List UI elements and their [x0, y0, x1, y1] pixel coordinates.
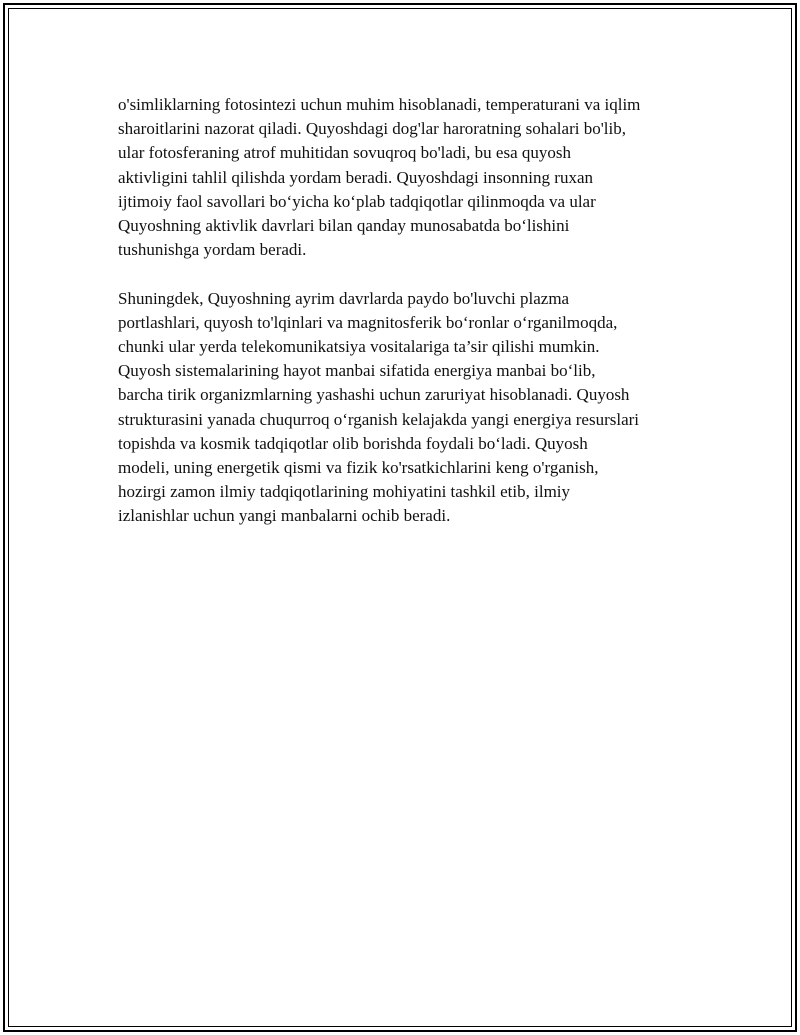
document-body	[118, 93, 708, 529]
paragraph-1: o'simliklarning fotosintezi uchun muhim hisoblanadi, temperaturani va iqlim sharoitlarini nazorat qiladi. Quyoshdagi dog'lar haroratning sohalari bo'lib, ular fotosferaning atrof muhitidan sovuqroq bo'ladi, bu esa quyosh aktivligini tahlil qilishda yordam beradi. Quyoshdagi insonning ruxan ijtimoiy faol savollari bo‘yicha ko‘plab tadqiqotlar qilinmoqda va ular Quyoshning aktivlik davrlari bilan qanday munosabatda bo‘lishini tushunishga yordam beradi.	[118, 95, 641, 260]
paragraph-2: Shuningdek, Quyoshning ayrim davrlarda paydo bo'luvchi plazma portlashlari, quyosh to'lqinlari va magnitosferik bo‘ronlar o‘rganilmoqda, chunki ular yerda telekomunikatsiya vositalariga ta’sir qilishi mumkin. Quyosh sistemalarining hayot manbai sifatida energiya manbai bo‘lib, barcha tirik organizmlarning yashashi uchun zaruriyat hisoblanadi. Quyosh strukturasini yanada chuqurroq o‘rganish kelajakda yangi energiya resurslari topishda va kosmik tadqiqotlar olib borishda foydali bo‘ladi. Quyosh modeli, uning energetik qismi va fizik ko'rsatkichlarini keng o'rganish, hozirgi zamon ilmiy tadqiqotlarining mohiyatini tashkil etib, ilmiy izlanishlar uchun yangi manbalarni ochib beradi.	[118, 288, 640, 526]
